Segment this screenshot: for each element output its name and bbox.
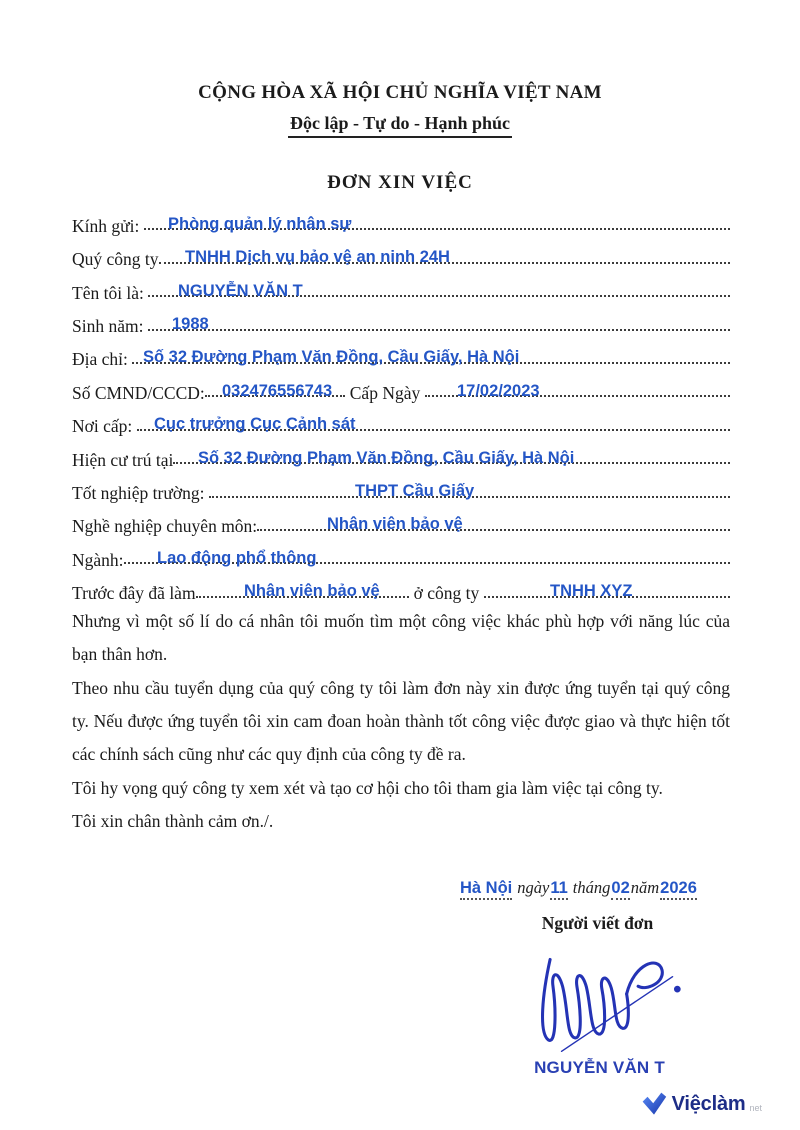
field-label: Kính gửi: xyxy=(72,215,144,236)
field-value-previous-company: TNHH XYZ xyxy=(550,582,633,601)
dotted-leader xyxy=(148,329,730,331)
paragraph-hope: Tôi hy vọng quý công ty xem xét và tạo cơ hội cho tôi tham gia làm việc tại công ty. xyxy=(72,777,663,798)
field-value: 1988 xyxy=(172,315,209,334)
field-label: Sinh năm: xyxy=(72,316,148,337)
field-label: Hiện cư trú tại xyxy=(72,449,174,470)
date-day-word: ngày xyxy=(517,878,550,897)
form-line-sinh-nam xyxy=(72,304,730,337)
form-line-kinh-gui xyxy=(72,204,730,237)
field-value-previous-job: Nhân viên bảo vệ xyxy=(244,582,380,601)
field-label: Địa chỉ: xyxy=(72,349,133,370)
field-value: TNHH Dịch vụ bảo vệ an ninh 24H xyxy=(185,248,450,267)
form-line-ten-toi-la xyxy=(72,271,730,304)
field-value-cmnd: 032476556743 xyxy=(222,381,333,400)
date-line xyxy=(460,878,750,898)
field-value: Nhân viên bảo vệ xyxy=(327,515,463,534)
vieclam-logo xyxy=(641,1092,762,1116)
form-line-truoc-day xyxy=(72,571,730,604)
form-line-quy-cong-ty xyxy=(72,237,730,270)
paragraph-commitment: Theo nhu cầu tuyển dụng của quý công ty tôi làm đơn này xin được ứng tuyển tại quý công ty. Nếu được ứng tuyển tôi xin cam đoan hoàn thành tốt công việc được giao và thực hiện tốt các chính sách cũng như các quy định của công ty đề ra. xyxy=(72,677,730,765)
field-value: Cục trưởng Cục Cảnh sát xyxy=(154,415,356,434)
date-year: 2026 xyxy=(660,879,697,900)
form-body xyxy=(72,204,730,839)
form-line-nghe-nghiep xyxy=(72,505,730,538)
vieclam-check-icon xyxy=(641,1092,667,1116)
logo-tld-text: net xyxy=(749,1103,762,1113)
document-title: ĐƠN XIN VIỆC xyxy=(327,172,473,193)
field-value: Lao động phổ thông xyxy=(157,548,317,567)
national-title: CỘNG HÒA XÃ HỘI CHỦ NGHĨA VIỆT NAM xyxy=(198,82,602,103)
form-line-dia-chi xyxy=(72,338,730,371)
date-day: 11 xyxy=(550,879,567,900)
form-line-cmnd xyxy=(72,371,730,404)
form-line-cu-tru xyxy=(72,438,730,471)
logo-brand-text: Việclàm xyxy=(671,1092,746,1115)
field-label: Trước đây đã làm xyxy=(72,583,196,604)
signature-area xyxy=(520,948,695,1058)
field-value: NGUYỄN VĂN T xyxy=(178,281,303,300)
field-label: Tốt nghiệp trường: xyxy=(72,483,209,504)
date-place: Hà Nội xyxy=(460,879,512,900)
date-month: 02 xyxy=(611,879,629,900)
field-label: Quý công ty xyxy=(72,249,159,270)
signer-caption: Người viết đơn xyxy=(541,913,654,933)
signer-name: NGUYỄN VĂN T xyxy=(534,1058,665,1077)
field-label: Số CMND/CCCD: xyxy=(72,382,205,403)
form-line-noi-cap xyxy=(72,404,730,437)
field-value: Phòng quản lý nhân sự xyxy=(168,214,352,233)
field-label: Tên tôi là: xyxy=(72,282,149,303)
field-label-cap-ngay: Cấp Ngày xyxy=(349,382,421,403)
paragraph-reason: Nhưng vì một số lí do cá nhân tôi muốn tìm một công việc khác phù hợp với năng lúc của bạn thân hơn. xyxy=(72,610,730,665)
form-line-nganh xyxy=(72,538,730,571)
field-value: Số 32 Đường Phạm Văn Đồng, Cầu Giấy, Hà Nội xyxy=(143,348,520,367)
date-year-word: năm xyxy=(630,878,660,897)
field-label: Nghề nghiệp chuyên môn: xyxy=(72,516,258,537)
date-month-word: tháng xyxy=(572,878,611,897)
field-value: THPT Cầu Giấy xyxy=(355,482,475,501)
field-label: Nơi cấp: xyxy=(72,416,137,437)
field-label-o-cong-ty: ở công ty xyxy=(413,583,480,604)
national-motto: Độc lập - Tự do - Hạnh phúc xyxy=(288,113,512,138)
field-value-cap-ngay: 17/02/2023 xyxy=(457,381,540,400)
paragraph-thanks: Tôi xin chân thành cảm ơn./. xyxy=(72,811,274,832)
form-line-truong xyxy=(72,471,730,504)
field-value: Số 32 Đường Phạm Văn Đồng, Cầu Giấy, Hà Nội xyxy=(198,448,575,467)
field-label: Ngành: xyxy=(72,549,124,570)
motto-wrap xyxy=(0,113,800,138)
handwritten-signature-icon xyxy=(520,948,695,1058)
document-header xyxy=(0,82,800,138)
